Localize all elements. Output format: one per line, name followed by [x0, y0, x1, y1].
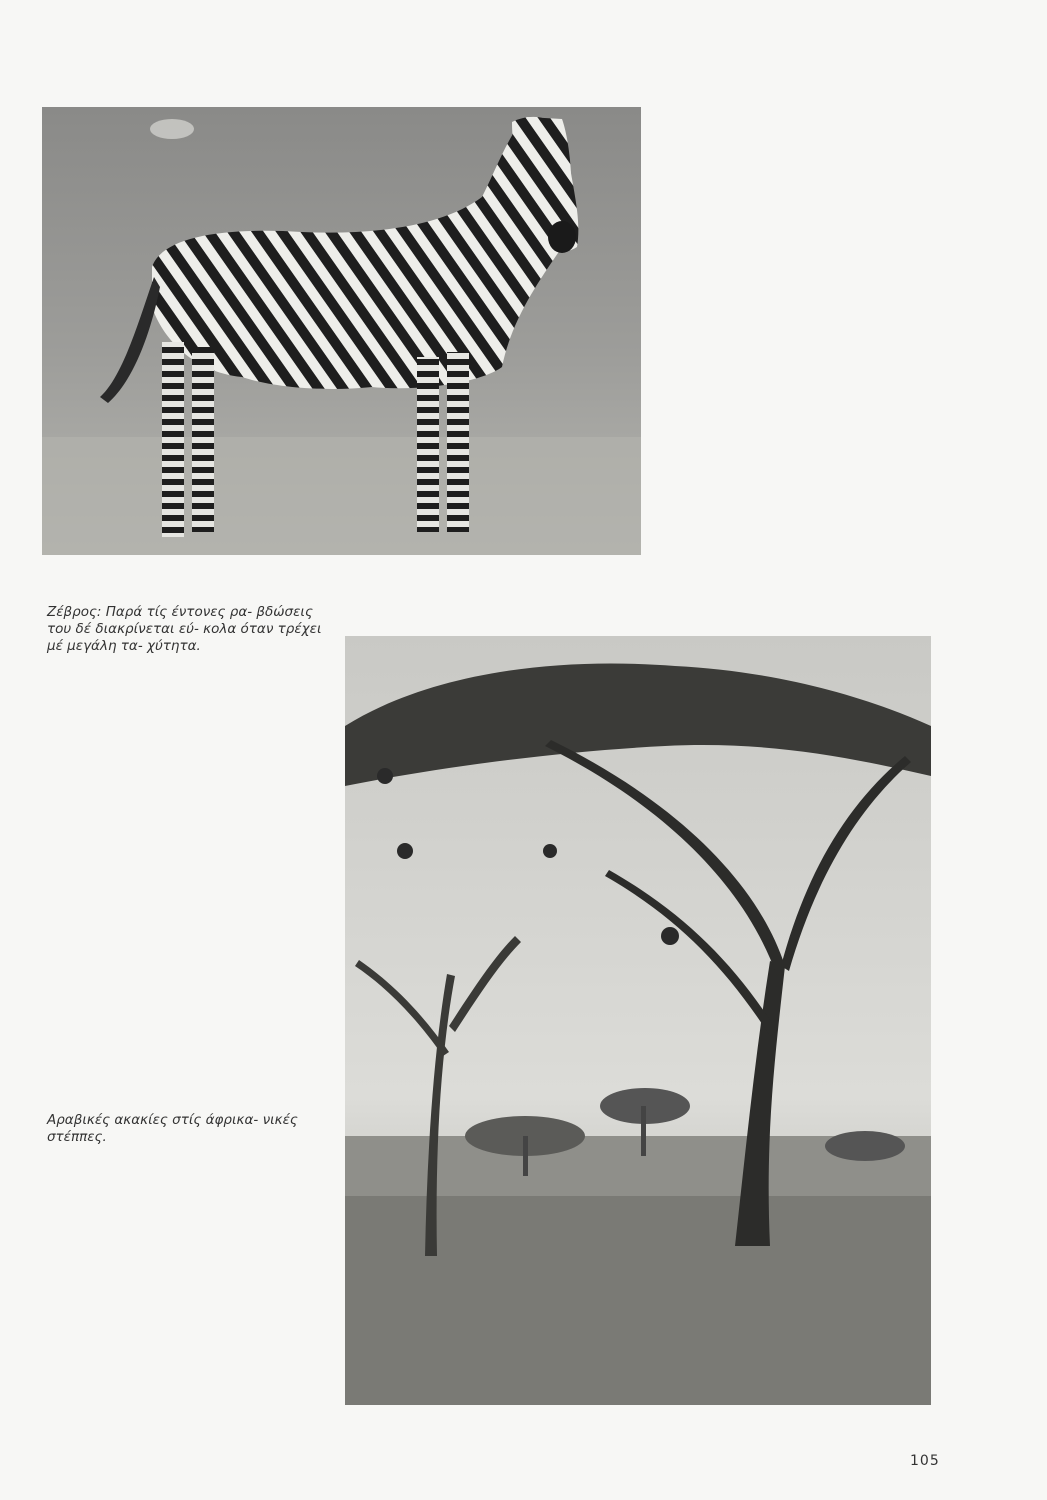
acacia-photo [345, 636, 931, 1405]
acacia-illustration [345, 636, 931, 1405]
zebra-illustration [42, 107, 641, 555]
zebra-caption: Ζέβρος: Παρά τίς έντονες ρα- βδώσεις του δέ διακρίνεται εύ- κολα όταν τρέχει μέ μεγάλη τα- χύτητα. [47, 604, 322, 654]
page-number: 105 [910, 1453, 940, 1469]
zebra-photo [42, 107, 641, 555]
acacia-caption: Αραβικές ακακίες στίς άφρικα- νικές στέππες. [47, 1112, 298, 1145]
